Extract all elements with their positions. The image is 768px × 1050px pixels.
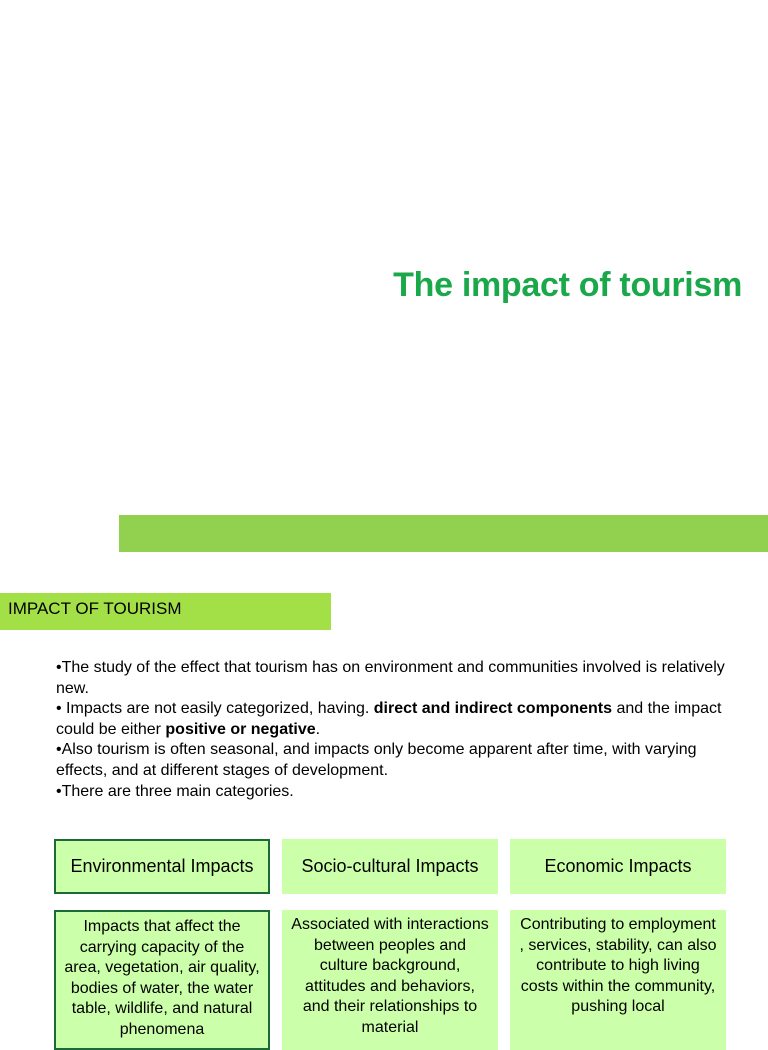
slide-title: The impact of tourism	[393, 266, 742, 304]
bullet-text: and the impact could be either	[56, 700, 722, 738]
category-header-label: Environmental Impacts	[70, 856, 254, 876]
category-description: Contributing to employment , services, stability, can also contribute to high living costs within the community, pushing local	[519, 916, 717, 1016]
section-header-label: IMPACT OF TOURISM	[8, 599, 182, 618]
bullet-text: • Impacts are not easily categorized, having.	[56, 700, 374, 718]
bullet-emphasis: direct and indirect components	[373, 700, 613, 718]
bullet-text: .	[315, 720, 321, 738]
bullet-item: •The study of the effect that tourism has on environment and communities involved is relatively new.	[56, 659, 725, 697]
bullet-list	[56, 658, 736, 802]
green-divider-bar	[119, 515, 768, 552]
bullet-item: •Also tourism is often seasonal, and impacts only become apparent after time, with varying effects, and at different stages of development.	[56, 741, 697, 779]
bullet-emphasis: positive or negative	[165, 720, 316, 738]
environmental-impacts-description	[54, 910, 270, 1050]
section-header	[0, 593, 331, 630]
environmental-impacts-header	[54, 839, 270, 894]
category-description: Associated with interactions between peoples and culture background, attitudes and behaviors, and their relationships to material	[291, 916, 489, 1036]
socio-cultural-impacts-description	[282, 910, 498, 1050]
bullet-item: •There are three main categories.	[56, 782, 294, 800]
category-description: Impacts that affect the carrying capacity of the area, vegetation, air quality, bodies of water, the water table, wildlife, and natural phenomena	[64, 918, 260, 1038]
bullet-item	[56, 699, 736, 740]
category-header-label: Economic Impacts	[544, 856, 692, 876]
category-header-label: Socio-cultural Impacts	[301, 856, 479, 876]
economic-impacts-header	[510, 839, 726, 894]
socio-cultural-impacts-header	[282, 839, 498, 894]
economic-impacts-description	[510, 910, 726, 1050]
